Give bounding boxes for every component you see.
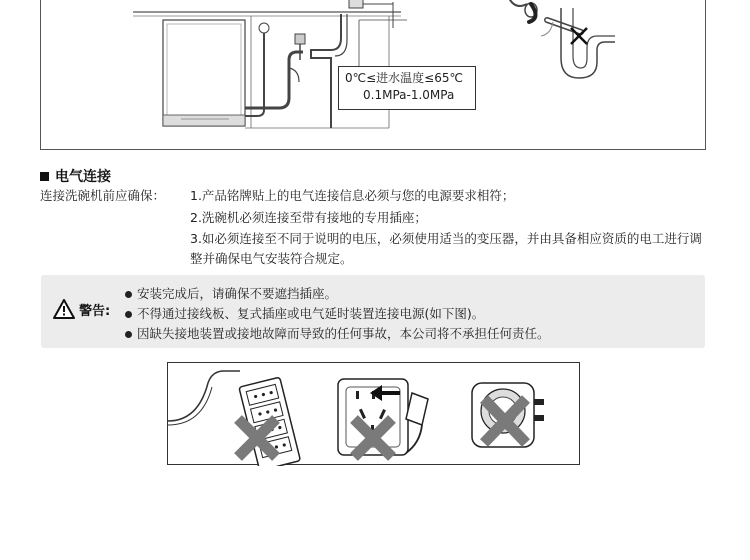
water-pressure-spec: 0.1MPa-1.0MPa: [363, 88, 455, 102]
water-spec-box: [338, 66, 476, 110]
requirement-2: 2.洗碗机必须连接至带有接地的专用插座；: [190, 210, 427, 225]
warning-item-text: 安装完成后，请确保不要遮挡插座。: [137, 286, 338, 301]
warning-item: [125, 284, 550, 304]
prohibited-connections-illustration: [167, 362, 580, 465]
warning-list: [125, 284, 550, 344]
water-temperature-spec: 0℃≤进水温度≤65℃: [345, 71, 463, 85]
warning-item: [125, 304, 550, 324]
section-heading: [40, 167, 111, 185]
bullet-icon: [125, 291, 132, 298]
bullet-icon: [125, 311, 132, 318]
wall-socket-illustration: [338, 379, 428, 457]
bullet-icon: [125, 331, 132, 338]
installation-illustration: [40, 0, 706, 150]
requirement-1: 1.产品铭牌贴上的电气连接信息必须与您的电源要求相符；: [190, 188, 515, 203]
section-title: 电气连接: [55, 169, 111, 185]
warning-label: 警告:: [79, 303, 111, 319]
warning-label-group: [53, 299, 110, 319]
intro-text: 连接洗碗机前应确保：: [40, 188, 166, 203]
prohibited-connections-drawing: [168, 363, 581, 466]
power-strip-illustration: [168, 371, 300, 466]
warning-item: [125, 324, 550, 344]
warning-triangle-icon: [53, 299, 75, 319]
warning-item-text: 不得通过接线板、复式插座或电气延时装置连接电源(如下图)。: [137, 306, 485, 321]
requirement-3: 3.如必须连接至不同于说明的电压，必须使用适当的变压器，并由具备相应资质的电工进行调整并确保电气安装符合规定。: [190, 231, 702, 266]
warning-panel: [41, 275, 705, 348]
warning-item-text: 因缺失接地装置或接地故障而导致的任何事故，本公司将不承担任何责任。: [137, 326, 550, 341]
plug-adapter-illustration: [472, 383, 544, 447]
heading-square-icon: [40, 172, 49, 181]
